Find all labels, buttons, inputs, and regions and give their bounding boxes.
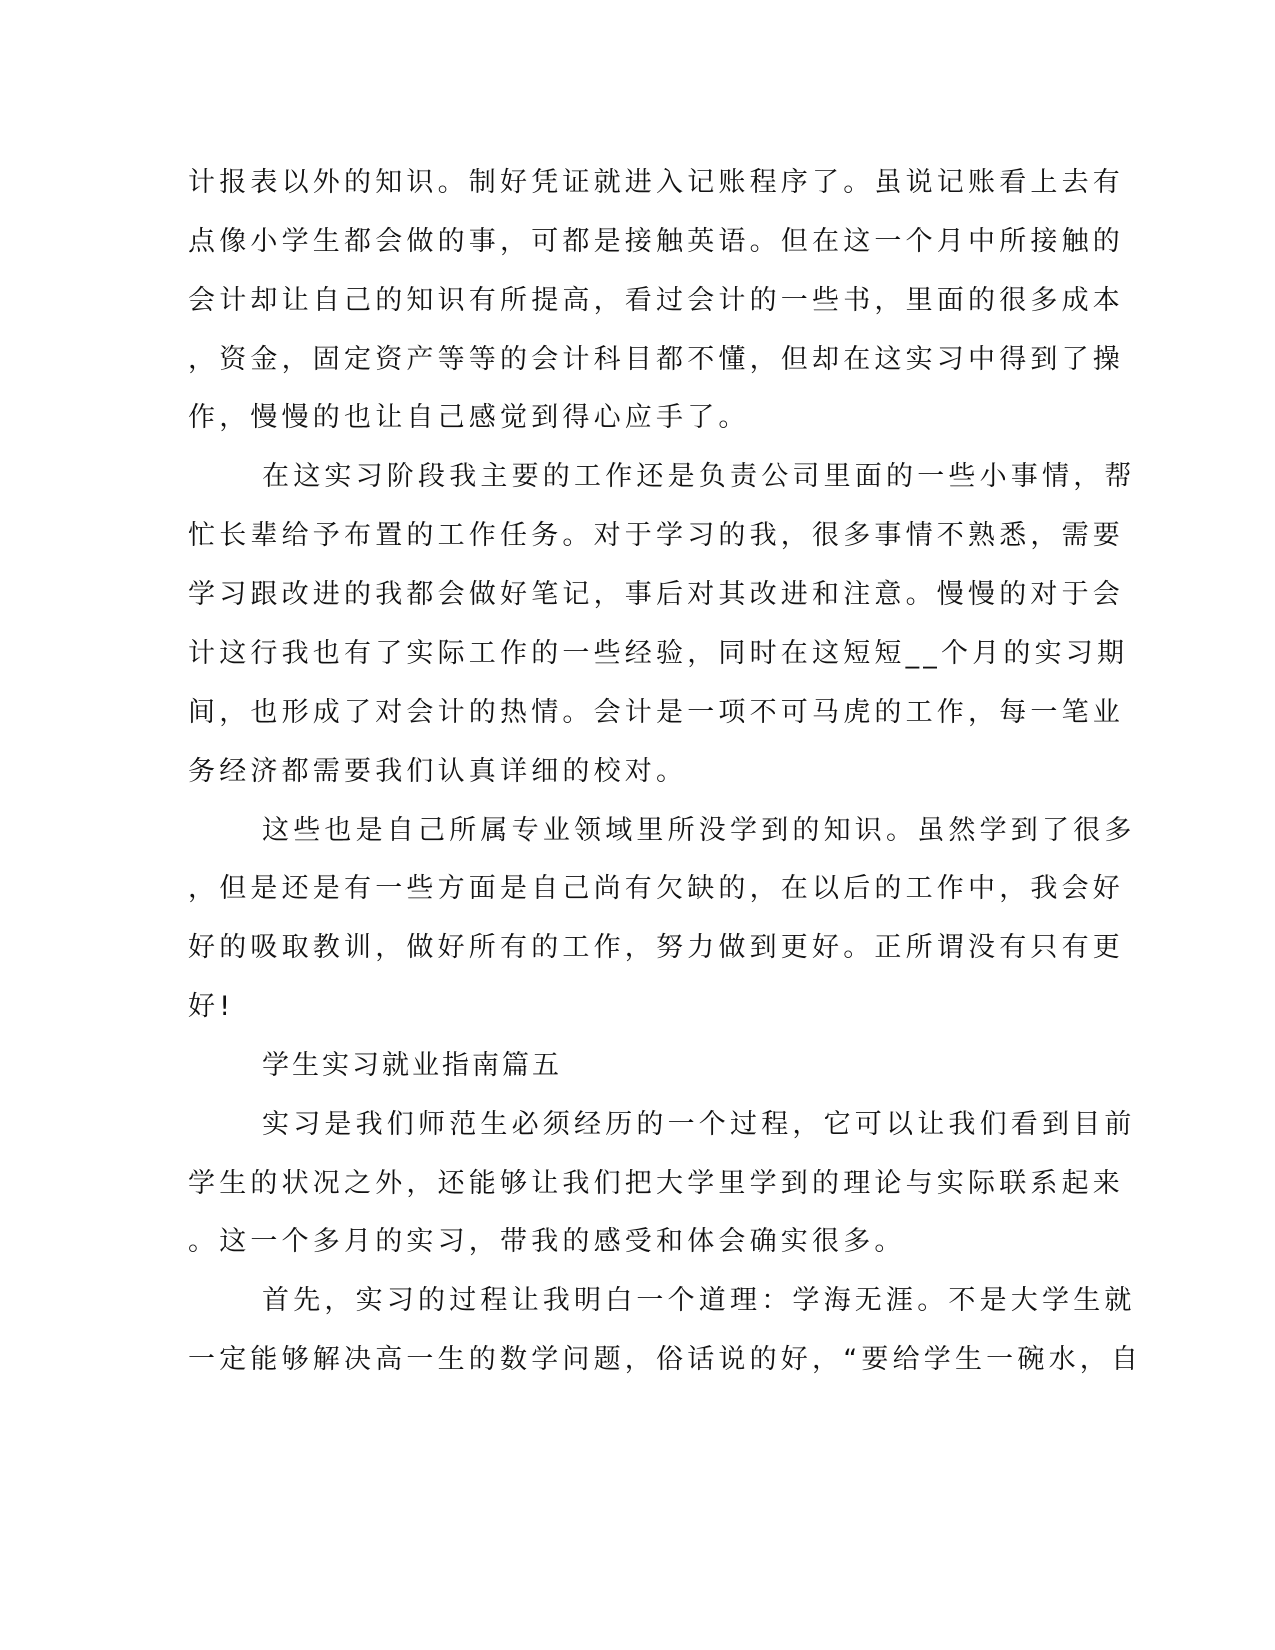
text-line: 间，也形成了对会计的热情。会计是一项不可马虎的工作，每一笔业 xyxy=(188,697,1124,728)
text-line: 务经济都需要我们认真详细的校对。 xyxy=(188,756,688,787)
text-line: 好的吸取教训，做好所有的工作，努力做到更好。正所谓没有只有更 xyxy=(188,932,1124,963)
text-line: 学生的状况之外，还能够让我们把大学里学到的理论与实际联系起来 xyxy=(188,1168,1124,1199)
text-line: ，资金，固定资产等等的会计科目都不懂，但却在这实习中得到了操 xyxy=(188,344,1124,375)
text-line: 。这一个多月的实习，带我的感受和体会确实很多。 xyxy=(188,1226,906,1257)
text-line: 作，慢慢的也让自己感觉到得心应手了。 xyxy=(188,402,750,433)
text-line: 会计却让自己的知识有所提高，看过会计的一些书，里面的很多成本 xyxy=(188,285,1124,316)
text-line: 计报表以外的知识。制好凭证就进入记账程序了。虽说记账看上去有 xyxy=(188,167,1124,198)
text-line: 忙长辈给予布置的工作任务。对于学习的我，很多事情不熟悉，需要 xyxy=(188,520,1124,551)
text-line: 学习跟改进的我都会做好笔记，事后对其改进和注意。慢慢的对于会 xyxy=(188,579,1124,610)
text-line: 点像小学生都会做的事，可都是接触英语。但在这一个月中所接触的 xyxy=(188,226,1124,257)
text-line: 好! xyxy=(188,991,235,1022)
text-line: 计这行我也有了实际工作的一些经验，同时在这短短__个月的实习期 xyxy=(188,638,1129,669)
paragraph-first-line: 在这实习阶段我主要的工作还是负责公司里面的一些小事情，帮 xyxy=(262,461,1136,492)
paragraph-first-line: 首先，实习的过程让我明白一个道理：学海无涯。不是大学生就 xyxy=(262,1285,1136,1316)
text-line: ，但是还是有一些方面是自己尚有欠缺的，在以后的工作中，我会好 xyxy=(188,873,1124,904)
section-heading: 学生实习就业指南篇五 xyxy=(262,1050,562,1081)
paragraph-first-line: 实习是我们师范生必须经历的一个过程，它可以让我们看到目前 xyxy=(262,1109,1136,1140)
paragraph-first-line: 这些也是自己所属专业领域里所没学到的知识。虽然学到了很多 xyxy=(262,815,1136,846)
text-line: 一定能够解决高一生的数学问题，俗话说的好，“要给学生一碗水，自 xyxy=(188,1344,1143,1375)
